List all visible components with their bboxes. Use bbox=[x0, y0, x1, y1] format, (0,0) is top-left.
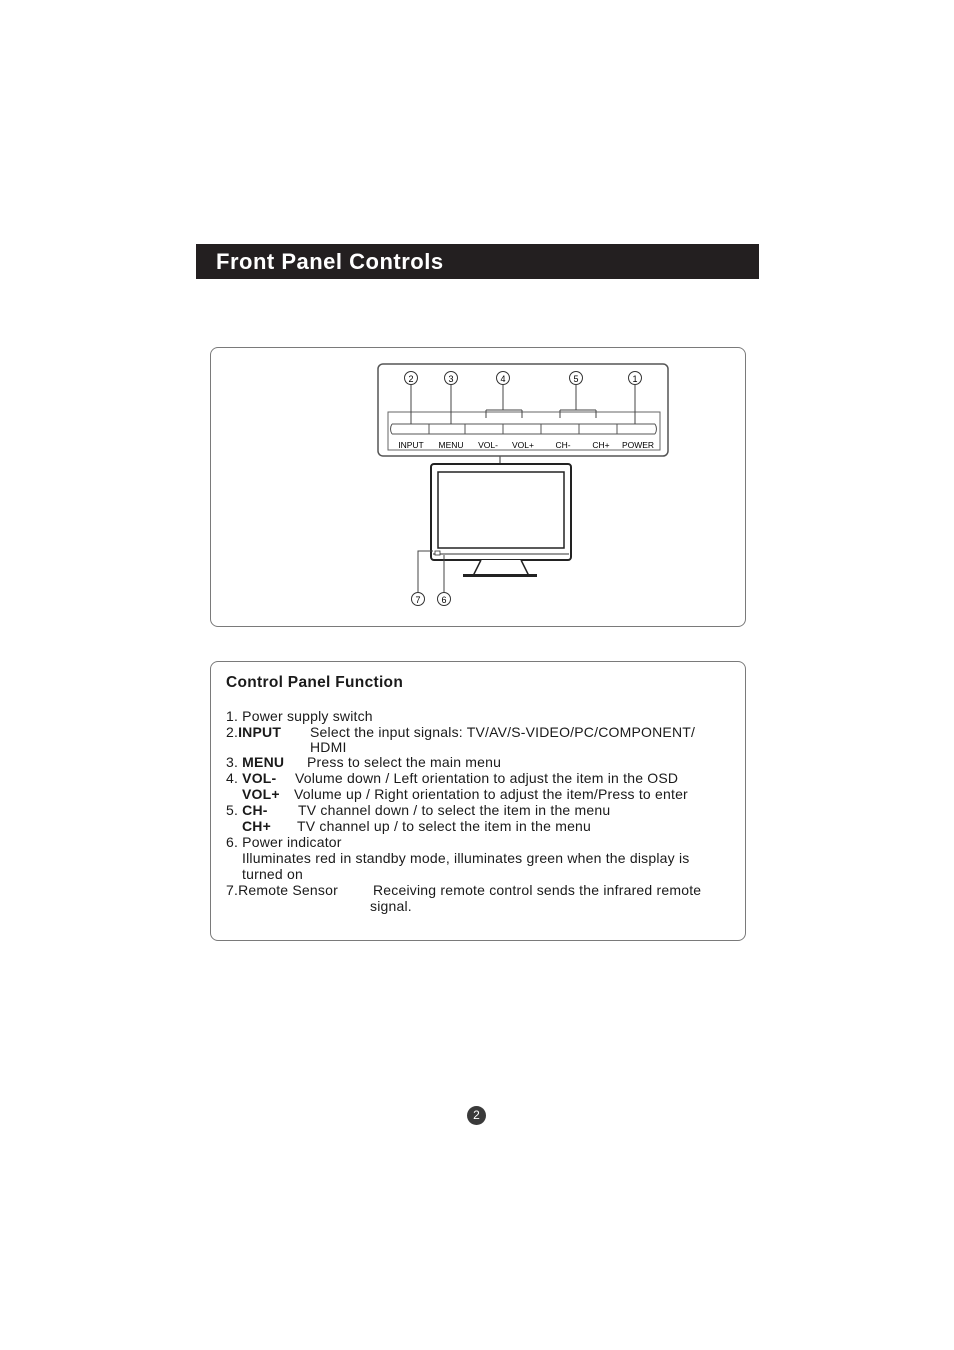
callout-6 bbox=[438, 593, 451, 606]
item-key: INPUT bbox=[238, 724, 282, 740]
item-key: CH- bbox=[242, 802, 268, 818]
tv-front-illustration bbox=[211, 348, 747, 628]
callout-1 bbox=[629, 372, 642, 385]
function-item-2 bbox=[226, 724, 281, 740]
function-item-7: 7.Remote Sensor bbox=[226, 882, 338, 898]
item-key: MENU bbox=[242, 754, 285, 770]
button-label-power: POWER bbox=[621, 440, 655, 450]
function-item-4-desc: Volume down / Left orientation to adjust the item in the OSD bbox=[295, 770, 679, 786]
item-number: 5. bbox=[226, 802, 243, 818]
function-item-1: 1. Power supply switch bbox=[226, 708, 373, 724]
callout-2 bbox=[405, 372, 418, 385]
callout-6-label: 6 bbox=[441, 595, 447, 605]
item-key: VOL+ bbox=[242, 786, 280, 802]
function-item-2-desc: Select the input signals: TV/AV/S-VIDEO/PC/COMPONENT/ bbox=[310, 724, 696, 740]
callout-5-label: 5 bbox=[573, 374, 579, 384]
tv-stand-neck bbox=[473, 560, 529, 576]
button-label-input: INPUT bbox=[398, 440, 424, 450]
power-indicator-led bbox=[435, 551, 440, 555]
function-item-4b-desc: Volume up / Right orientation to adjust the item/Press to enter bbox=[294, 786, 688, 802]
function-item-5b-desc: TV channel up / to select the item in the menu bbox=[297, 818, 592, 834]
function-item-4b bbox=[242, 786, 280, 802]
callout-3-label: 3 bbox=[448, 374, 454, 384]
button-label-menu: MENU bbox=[438, 440, 464, 450]
function-item-5 bbox=[226, 802, 268, 818]
function-item-5b bbox=[242, 818, 271, 834]
item-number: 3. bbox=[226, 754, 243, 770]
button-label-ch-minus: CH- bbox=[555, 440, 571, 450]
function-item-4 bbox=[226, 770, 276, 786]
function-item-5-desc: TV channel down / to select the item in the menu bbox=[298, 802, 611, 818]
item-key: CH+ bbox=[242, 818, 271, 834]
function-item-6: 6. Power indicator bbox=[226, 834, 342, 850]
button-label-vol-minus: VOL- bbox=[478, 440, 498, 450]
function-item-3 bbox=[226, 754, 284, 770]
callout-5 bbox=[570, 372, 583, 385]
tv-screen bbox=[438, 472, 564, 548]
function-item-2-desc-cont: HDMI bbox=[310, 739, 347, 755]
callout-4 bbox=[497, 372, 510, 385]
callout-2-label: 2 bbox=[408, 374, 414, 384]
control-panel-title: Control Panel Function bbox=[226, 674, 404, 691]
function-item-3-desc: Press to select the main menu bbox=[307, 754, 502, 770]
control-panel-function-box bbox=[210, 661, 746, 941]
callout-7-label: 7 bbox=[415, 595, 421, 605]
button-label-vol-plus: VOL+ bbox=[512, 440, 534, 450]
callout-3 bbox=[445, 372, 458, 385]
callout-7 bbox=[412, 593, 425, 606]
function-item-6-desc-cont: turned on bbox=[242, 866, 303, 882]
function-item-7-desc-cont: signal. bbox=[370, 898, 412, 914]
item-number: 4. bbox=[226, 770, 243, 786]
section-title-bar bbox=[196, 244, 759, 279]
button-label-ch-plus: CH+ bbox=[592, 440, 610, 450]
front-panel-diagram bbox=[210, 347, 746, 627]
callout-4-label: 4 bbox=[500, 374, 506, 384]
callout-1-label: 1 bbox=[632, 374, 638, 384]
page-number-badge: 2 bbox=[467, 1106, 486, 1125]
item-number: 2. bbox=[226, 724, 239, 740]
tv-stand-base bbox=[463, 574, 537, 577]
function-item-6-desc: Illuminates red in standby mode, illuminates green when the display is bbox=[242, 850, 690, 866]
tv-set bbox=[431, 464, 571, 577]
item-key: VOL- bbox=[242, 770, 277, 786]
page-title: Front Panel Controls bbox=[216, 249, 444, 274]
function-item-7-desc: Receiving remote control sends the infrared remote bbox=[373, 882, 702, 898]
